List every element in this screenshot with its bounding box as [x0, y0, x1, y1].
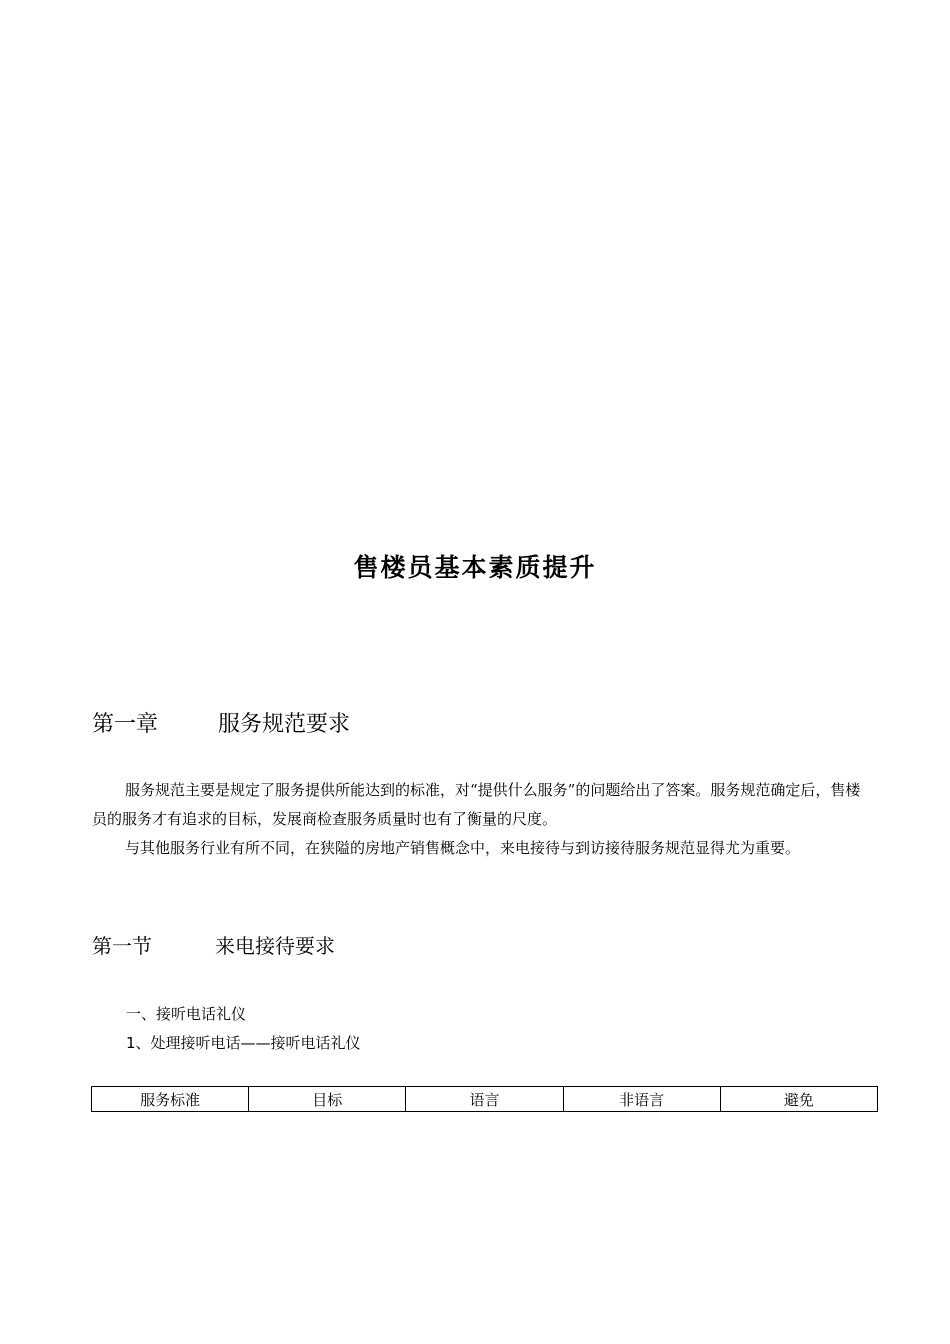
table-header-cell: 非语言 [563, 1087, 720, 1112]
table-header-cell: 避免 [720, 1087, 877, 1112]
paragraph: 与其他服务行业有所不同，在狭隘的房地产销售概念中，来电接待与到访接待服务规范显得尤为重要。 [125, 839, 801, 857]
document-title: 售楼员基本素质提升 [353, 553, 597, 582]
chapter-body [92, 776, 862, 863]
table-header-row [92, 1087, 878, 1112]
table-header-cell: 服务标准 [92, 1087, 249, 1112]
list-item: 1、处理接听电话——接听电话礼仪 [126, 1034, 361, 1052]
section-heading [92, 930, 335, 959]
paragraph: 服务规范主要是规定了服务提供所能达到的标准，对“提供什么服务”的问题给出了答案。服务规范确定后，售楼员的服务才有追求的目标，发展商检查服务质量时也有了衡量的尺度。 [92, 781, 861, 828]
subheading: 一、接听电话礼仪 [126, 1005, 247, 1023]
section-name: 来电接待要求 [215, 934, 335, 958]
table-header-cell: 目标 [249, 1087, 406, 1112]
table-header-cell: 语言 [406, 1087, 563, 1112]
chapter-name: 服务规范要求 [218, 712, 351, 737]
service-standard-table [91, 1086, 878, 1112]
chapter-heading [92, 707, 350, 738]
chapter-number: 第一章 [92, 712, 159, 737]
section-number: 第一节 [92, 934, 152, 958]
